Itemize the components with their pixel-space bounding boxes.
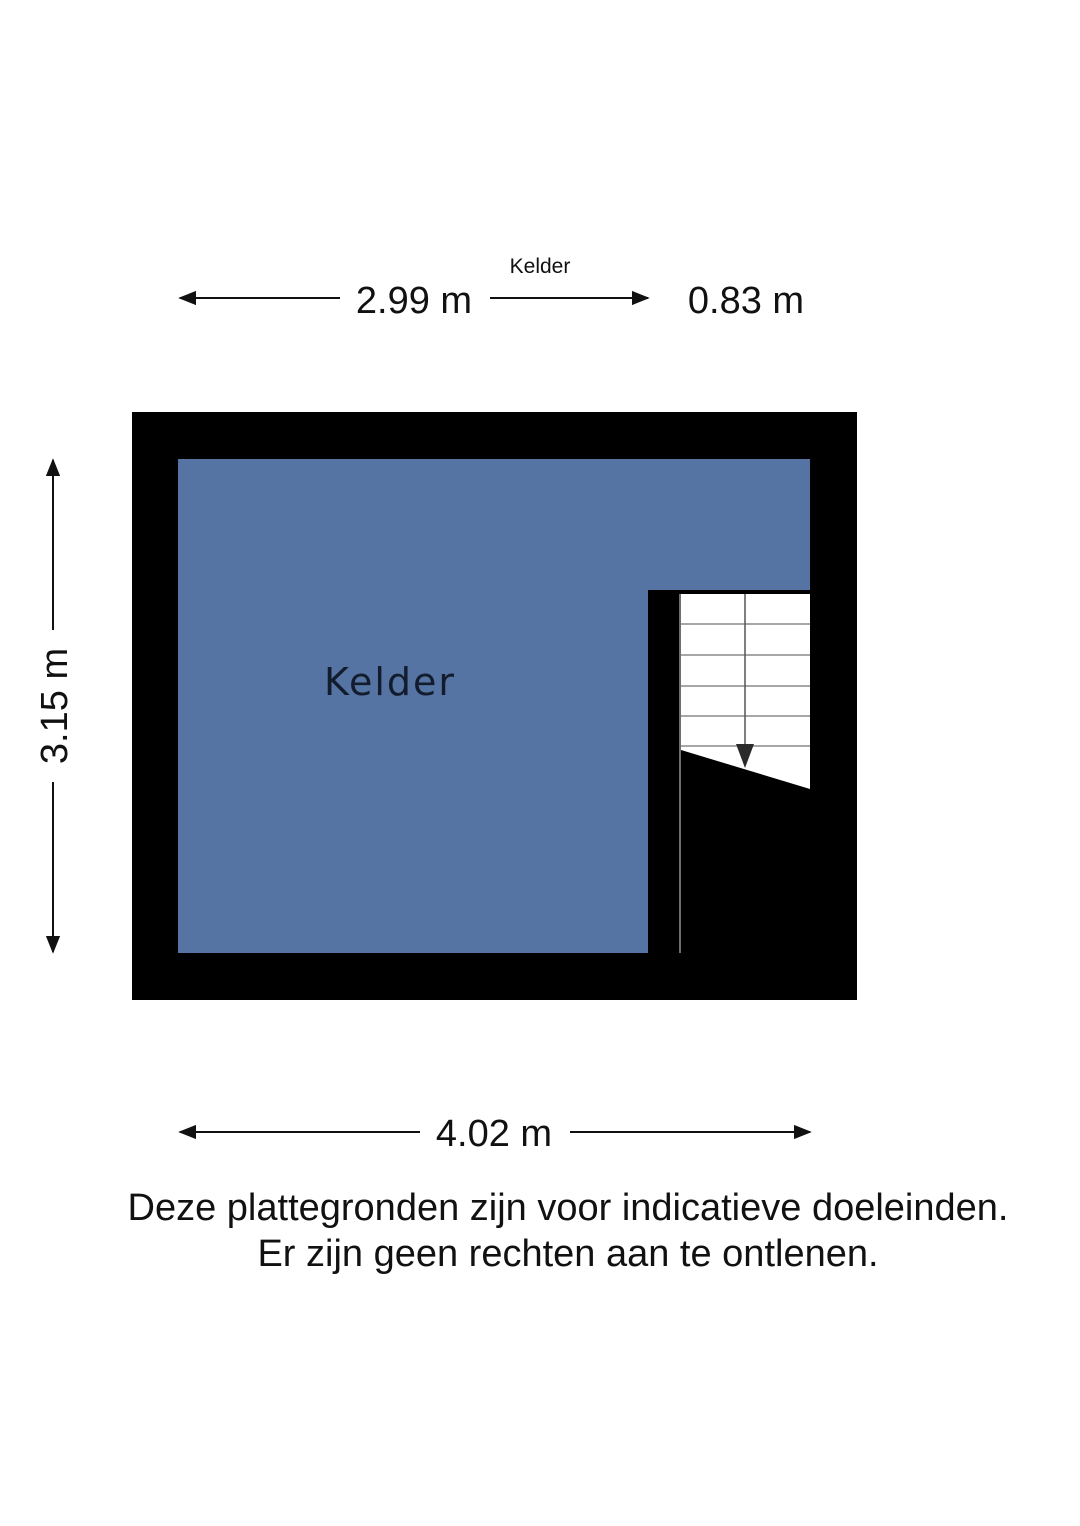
- left-dimension: [34, 460, 76, 952]
- room-label-kelder: Kelder: [323, 660, 457, 704]
- top-dimension-left-label: 2.99 m: [355, 280, 473, 322]
- bottom-dimension-label: 4.02 m: [435, 1113, 553, 1155]
- top-dimension: [180, 280, 804, 322]
- bottom-dimension: [180, 1113, 810, 1155]
- disclaimer-line-2: Er zijn geen rechten aan te ontlenen.: [257, 1233, 879, 1275]
- left-dimension-label: 3.15 m: [34, 647, 76, 765]
- floor-title: Kelder: [509, 255, 571, 278]
- disclaimer-line-1: Deze plattegronden zijn voor indicatieve doeleinden.: [127, 1187, 1009, 1229]
- disclaimer: [0, 1185, 1080, 1277]
- top-dimension-right-label: 0.83 m: [687, 280, 805, 322]
